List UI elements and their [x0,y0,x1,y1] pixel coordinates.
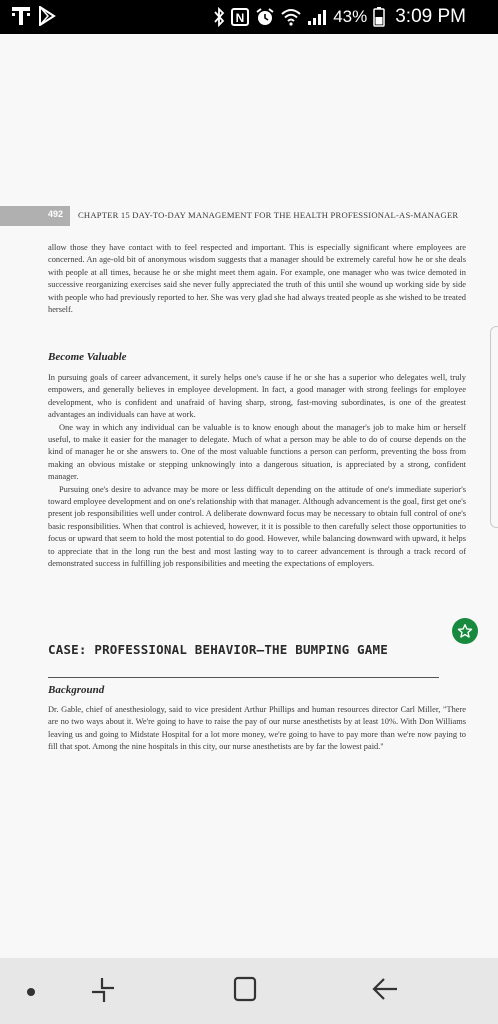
svg-text:N: N [235,11,245,25]
status-left [10,6,56,26]
section-paragraph-1: In pursuing goals of career advancement, it surely helps one's cause if he or she has a superior who delegates well, truly empowers, and generally believes in employee development. In fact, a good manager with strong feelings for employee development, who is confident and unafraid of having sharp, strong, fast-moving subordinates, is one of the greatest advantages an individuals can have at work. [48,373,466,420]
clock: 3:09 PM [395,6,466,27]
wifi-icon [281,8,301,26]
section-body [48,372,466,571]
home-icon[interactable] [232,975,258,1003]
intro-paragraph [48,242,466,316]
section-heading: Become Valuable [48,351,127,363]
section-paragraph-3: Pursuing one's desire to advance may be more or less difficult depending on the attitude of one's immediate superior's toward employee development and on one's relationship with that manager. Although advancement is the goal, first get one's present job responsibilities well under control. A deliberate downward focus may be necessary to obtain full control of one's basic responsibilities. When that control is achieved, however, it it is possible to then carefully select those opportunities to focus or upward that seem to hold the most potential to do good. However, while balancing downward with upward, it helps to appreciate that in the long run the best and most lasting way to to career advancement is through a track record of demonstrated success in fulfilling job responsibilities and meeting the expectations of employers. [48,484,466,569]
book-page[interactable] [0,34,498,958]
case-title: CASE: PROFESSIONAL BEHAVIOR—THE BUMPING GAME [48,642,388,657]
bluetooth-icon [213,7,225,27]
case-title-rule [48,677,439,678]
back-icon[interactable] [371,976,399,1002]
dot-icon[interactable] [27,988,35,996]
page-number: 492 [48,209,64,219]
navigation-bar [0,958,498,1024]
case-paragraph: Dr. Gable, chief of anesthesiology, said to vice president Arthur Phillips and human resources director Carl Miller, "There are no two ways about it. We're going to have to raise the pay of our nurse anesthetists by at least 10%. With Don Williams leaving us and going to Midstate Hospital for a lot more money, we're going to have to pay more than we're now paying to fill that spot. Among the nine hospitals in this city, our nurse anesthetists are by far the lowest paid." [48,705,466,752]
case-body [48,704,466,754]
edge-panel-handle[interactable] [490,326,498,528]
section-paragraph-2: One way in which any individual can be valuable is to know enough about the manager's job to make him or herself useful, to make it easier for the manager to delegate. Much of what a person may be able to do of course depends on the kind of manager he or she answers to. One of the most valuable functions a person can perform, preventing the boss from making an obvious mistake or stepping unknowingly into a dangerous situation, is appreciated by a strong, confident manager. [48,422,466,482]
play-store-icon [38,6,56,26]
intro-text: allow those they have contact with to feel respected and important. This is especially significant where employees are concerned. An age-old bit of anonymous wisdom suggests that a manager should be extremely careful how he or she deals with people at all times, because he or she might meet them again. For example, one manager who was twice demoted in successive reorganizing exercises said she never fully appreciated the truth of this until she wound up working side by side with people who had previously reported to her. She was very glad she had always treated people as she wished to be treated herself. [48,243,466,315]
tmobile-icon [10,6,32,26]
status-bar [0,0,498,34]
star-icon [457,623,473,639]
battery-icon [373,7,385,27]
bookmark-button[interactable] [452,618,478,644]
case-subheading: Background [48,684,105,696]
recents-icon[interactable] [90,976,116,1004]
alarm-icon [255,7,275,27]
signal-icon [307,8,327,26]
battery-percent: 43% [333,7,368,26]
nfc-icon [231,8,249,26]
status-right [213,6,466,28]
running-head: CHAPTER 15 DAY-TO-DAY MANAGEMENT FOR THE HEALTH PROFESSIONAL-AS-MANAGER [78,210,459,220]
